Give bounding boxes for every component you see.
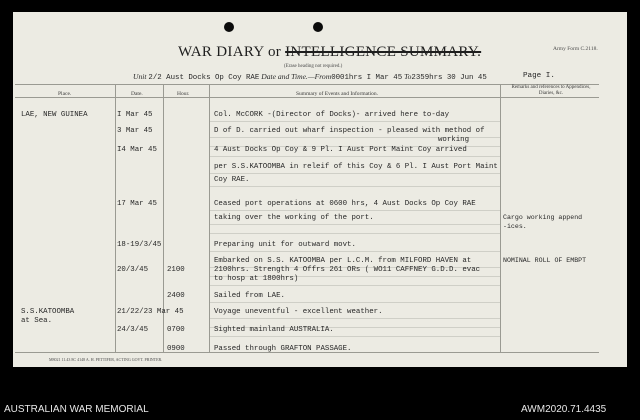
cell-summary: Preparing unit for outward movt. <box>214 241 356 249</box>
row-rule <box>210 156 500 157</box>
cell-date: 3 Mar 45 <box>117 127 153 135</box>
cell-date: 20/3/45 <box>117 266 149 274</box>
row-rule <box>210 233 500 234</box>
cell-hour: 0700 <box>167 326 185 334</box>
cell-summary: D of D. carried out wharf inspection - pleased with method of <box>214 127 485 135</box>
footer-institution: AUSTRALIAN WAR MEMORIAL <box>4 404 149 415</box>
col-rule-4 <box>500 84 501 352</box>
erase-note: (Erase heading not required.) <box>284 64 343 69</box>
date-time-label: Date and Time.—From <box>261 72 332 81</box>
cell-summary: Passed through GRAFTON PASSAGE. <box>214 345 352 353</box>
col-header-hour: Hour. <box>177 91 190 97</box>
unit-line <box>133 72 487 82</box>
diary-page <box>13 12 627 367</box>
printer-imprint: M8021 11.43 8C 4148 A. H. PETTIFER, ACTING GOVT. PRINTER. <box>49 357 163 362</box>
to-label: To <box>404 72 412 81</box>
cell-hour: 0900 <box>167 345 185 353</box>
cell-summary: Sailed from LAE. <box>214 292 285 300</box>
cell-summary: Voyage uneventful - excellent weather. <box>214 308 383 316</box>
row-rule <box>210 121 500 122</box>
title-struck: INTELLIGENCE SUMMARY. <box>285 44 482 60</box>
col-header-place: Place. <box>58 91 72 97</box>
row-rule <box>210 173 500 174</box>
row-rule <box>210 302 500 303</box>
row-rule <box>210 210 500 211</box>
col-header-date: Date. <box>131 91 143 97</box>
cell-summary: Col. McCORK -(Director of Docks)- arrived here to-day <box>214 111 450 119</box>
unit-label: Unit <box>133 72 147 81</box>
col-header-summary: Summary of Events and Information. <box>296 91 379 97</box>
cell-summary: Embarked on S.S. KATOOMBA per L.C.M. from MILFORD HAVEN at <box>214 257 472 265</box>
cell-summary: Coy RAE. <box>214 176 250 184</box>
cell-summary: per S.S.KATOOMBA in releif of this Coy & 6 Pl. I Aust Port Maint <box>214 163 498 171</box>
row-rule <box>210 318 500 319</box>
row-rule <box>210 285 500 286</box>
footer-accession: AWM2020.71.4435 <box>521 404 607 415</box>
cell-summary: 4 Aust Docks Op Coy & 9 Pl. I Aust Port Maint Coy arrived <box>214 146 467 154</box>
cell-hour: 2100 <box>167 266 185 274</box>
cell-date: I Mar 45 <box>117 111 153 119</box>
cell-summary: 2100hrs. Strength 4 Offrs 261 ORs ( WO11 CAFFNEY G.D.D. evac <box>214 266 481 274</box>
cell-date: 21/22/23 Mar 45 <box>117 308 184 316</box>
cell-date: I4 Mar 45 <box>117 146 157 154</box>
cell-summary: Sighted mainland AUSTRALIA. <box>214 326 334 334</box>
cell-summary: to hosp at 1800hrs) <box>214 275 299 283</box>
row-rule <box>210 224 500 225</box>
cell-place: S.S.KATOOMBA <box>21 308 75 316</box>
cell-date: 17 Mar 45 <box>117 200 157 208</box>
cell-hour: 2400 <box>167 292 185 300</box>
cell-remarks: -ices. <box>503 223 527 230</box>
cell-summary: working <box>438 136 470 144</box>
page-number: Page I. <box>523 72 555 80</box>
cell-date: 24/3/45 <box>117 326 149 334</box>
from-value: 0001hrs I Mar 45 <box>331 74 403 82</box>
row-rule <box>210 186 500 187</box>
cell-summary: taking over the working of the port. <box>214 214 374 222</box>
punch-hole-right <box>313 22 323 32</box>
row-rule <box>210 251 500 252</box>
cell-summary: Ceased port operations at 0600 hrs, 4 Aust Docks Op Coy RAE <box>214 200 476 208</box>
col-rule-3 <box>209 84 210 352</box>
cell-place: LAE, NEW GUINEA <box>21 111 88 119</box>
title-prefix: WAR DIARY or <box>178 44 282 60</box>
army-form-label: Army Form C.2118. <box>553 46 598 52</box>
col-header-remarks: Remarks and references to Appendices, Diaries, &c. <box>511 85 591 96</box>
to-value: 2359hrs 30 Jun 45 <box>411 74 487 82</box>
cell-date: 18-19/3/45 <box>117 241 162 249</box>
punch-hole-left <box>224 22 234 32</box>
cell-remarks: NOMINAL ROLL OF EMBPT <box>503 257 587 264</box>
cell-place: at Sea. <box>21 317 53 325</box>
col-rule-1 <box>115 84 116 352</box>
form-title <box>178 44 481 61</box>
cell-remarks: Cargo working append <box>503 214 583 221</box>
header-bottom-rule <box>15 97 599 98</box>
unit-value: 2/2 Aust Docks Op Coy RAE <box>148 74 260 82</box>
row-rule <box>210 336 500 337</box>
